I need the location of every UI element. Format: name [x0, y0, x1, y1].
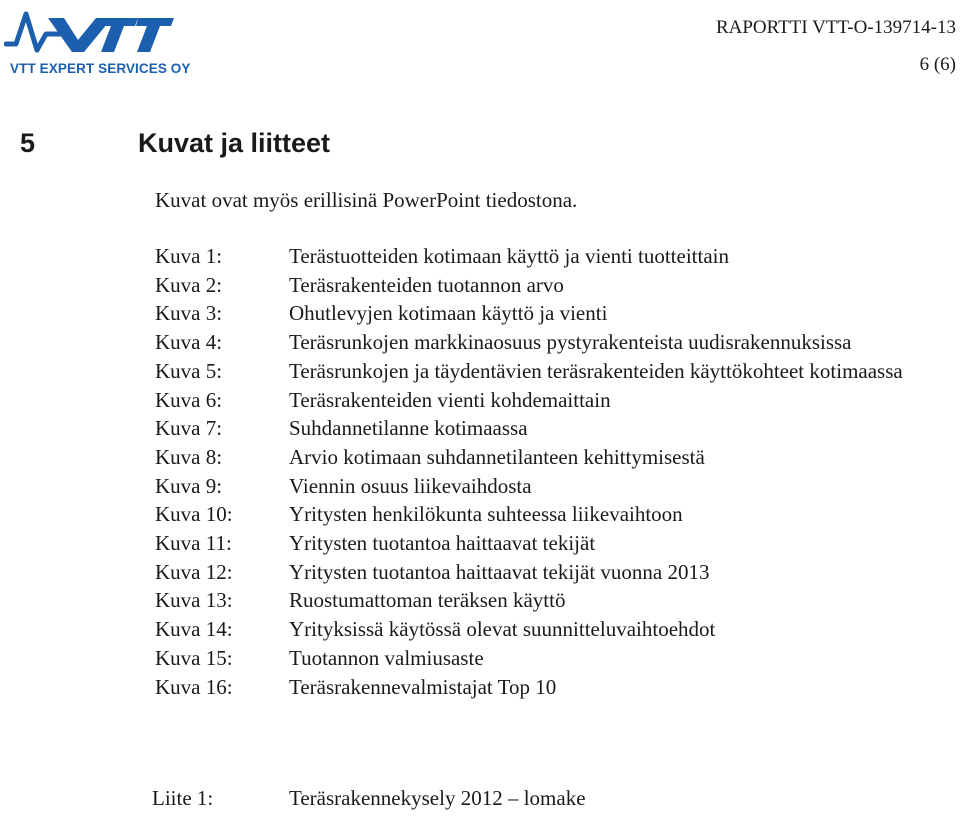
figure-item	[155, 500, 960, 529]
vtt-logo-mark	[4, 4, 179, 58]
figure-label: Kuva 4:	[155, 330, 223, 355]
figure-item	[155, 271, 960, 300]
figure-label: Kuva 6:	[155, 387, 223, 412]
section-title: Kuvat ja liitteet	[138, 128, 331, 158]
figure-list	[155, 242, 960, 701]
figure-title: Arvio kotimaan suhdannetilanteen kehittymisestä	[289, 444, 705, 469]
figure-title: Teräsrakenteiden tuotannon arvo	[289, 272, 564, 297]
figure-item	[155, 644, 960, 673]
figure-label: Kuva 1:	[155, 244, 223, 268]
section-number: 5	[20, 128, 36, 158]
figure-title: Teräsrakennevalmistajat Top 10	[289, 674, 557, 699]
section-heading	[20, 128, 330, 159]
figure-title: Terästuotteiden kotimaan käyttö ja vienti tuotteittain	[289, 244, 729, 268]
figure-title: Yritysten tuotantoa haittaavat tekijät vuonna 2013	[289, 559, 710, 584]
figure-title: Suhdannetilanne kotimaassa	[289, 416, 528, 441]
logo-subtitle: VTT EXPERT SERVICES OY	[10, 61, 191, 76]
figure-item	[155, 357, 960, 386]
figure-item	[155, 615, 960, 644]
figure-label: Kuva 3:	[155, 301, 223, 326]
figure-title: Teräsrunkojen markkinaosuus pystyrakenteista uudisrakennuksissa	[289, 330, 852, 355]
intro-text: Kuvat ovat myös erillisinä PowerPoint tiedostona.	[155, 188, 578, 212]
figure-title: Ohutlevyjen kotimaan käyttö ja vienti	[289, 301, 608, 326]
figure-item	[155, 558, 960, 587]
figure-title: Viennin osuus liikevaihdosta	[289, 473, 532, 498]
figure-item	[155, 242, 960, 271]
figure-label: Kuva 7:	[155, 416, 223, 441]
figure-label: Kuva 10:	[155, 502, 233, 527]
figure-item	[155, 586, 960, 615]
figure-item	[155, 386, 960, 415]
figure-title: Tuotannon valmiusaste	[289, 645, 484, 670]
figure-title: Teräsrakenteiden vienti kohdemaittain	[289, 387, 611, 412]
figure-title: Yritysten tuotantoa haittaavat tekijät	[289, 531, 596, 556]
page-number: 6 (6)	[919, 54, 956, 75]
appendix-label: Liite 1:	[152, 786, 214, 810]
figure-label: Kuva 15:	[155, 645, 233, 670]
figure-label: Kuva 2:	[155, 272, 223, 297]
figure-title: Yrityksissä käytössä olevat suunnitteluvaihtoehdot	[289, 617, 716, 642]
figure-label: Kuva 8:	[155, 444, 223, 469]
figure-item	[155, 472, 960, 501]
appendix-item	[152, 786, 586, 811]
figure-label: Kuva 16:	[155, 674, 233, 699]
figure-label: Kuva 9:	[155, 473, 223, 498]
figure-item	[155, 414, 960, 443]
figure-item	[155, 529, 960, 558]
figure-item	[155, 443, 960, 472]
figure-label: Kuva 14:	[155, 617, 233, 642]
figure-label: Kuva 11:	[155, 531, 232, 556]
figure-item	[155, 673, 960, 702]
vtt-logo	[4, 4, 191, 76]
figure-title: Yritysten henkilökunta suhteessa liikevaihtoon	[289, 502, 683, 527]
figure-item	[155, 299, 960, 328]
figure-title: Ruostumattoman teräksen käyttö	[289, 588, 566, 613]
figure-title: Teräsrunkojen ja täydentävien teräsrakenteiden käyttökohteet kotimaassa	[289, 358, 903, 383]
appendix-title: Teräsrakennekysely 2012 – lomake	[289, 786, 586, 810]
figure-label: Kuva 5:	[155, 358, 223, 383]
figure-item	[155, 328, 960, 357]
figure-label: Kuva 12:	[155, 559, 233, 584]
report-id: RAPORTTI VTT-O-139714-13	[715, 17, 956, 38]
figure-label: Kuva 13:	[155, 588, 233, 613]
